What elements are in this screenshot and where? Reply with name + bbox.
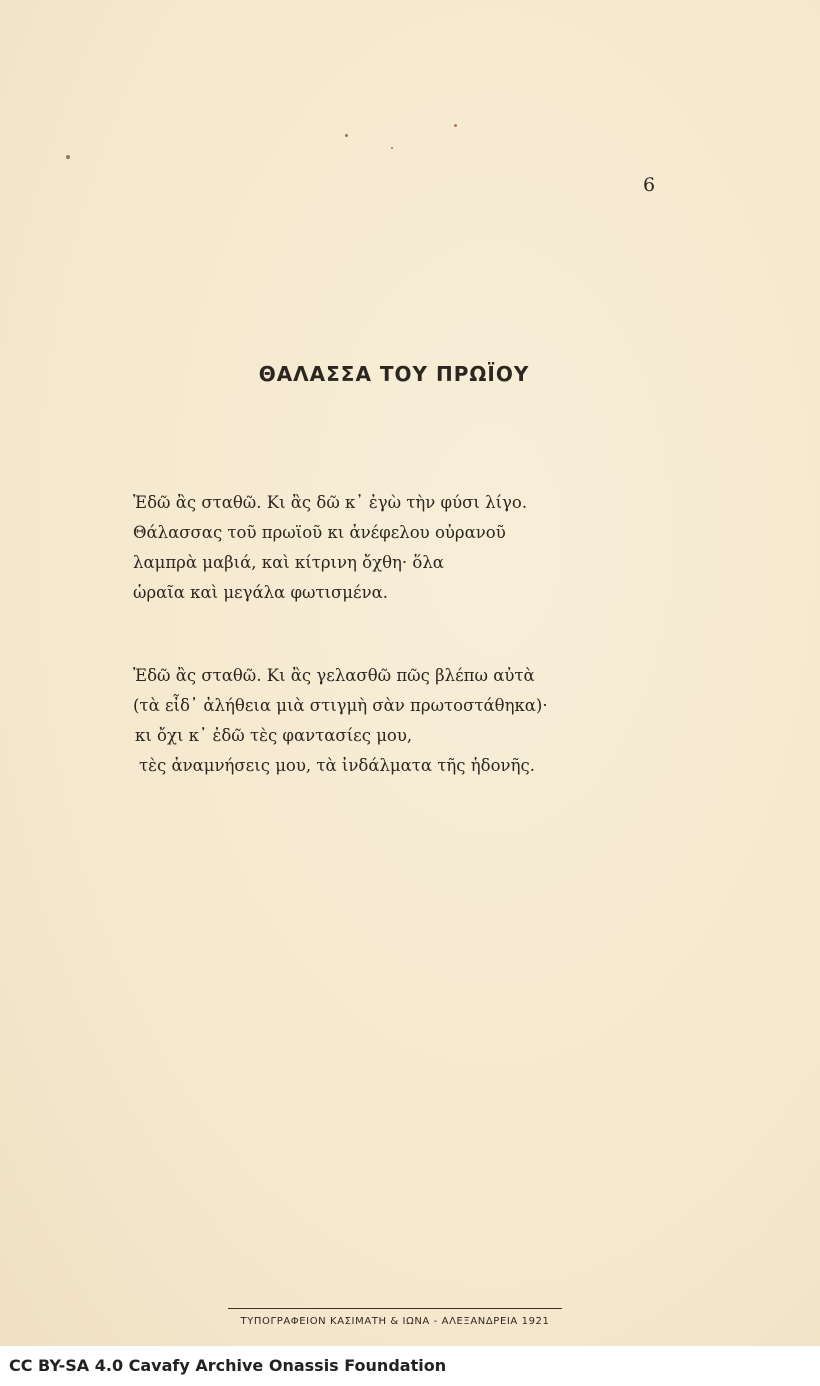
poem-line: Θάλασσας τοῦ πρωϊοῦ κι ἀνέφελου οὐρανοῦ [133,523,506,542]
license-credit: CC BY-SA 4.0 Cavafy Archive Onassis Foundation [9,1356,447,1375]
poem-line: Ἐδῶ ἂς σταθῶ. Κι ἂς γελασθῶ πῶς βλέπω αὐτὰ [133,666,535,685]
paper-speck [345,134,348,137]
poem-line: Ἐδῶ ἂς σταθῶ. Κι ἂς δῶ κ᾽ ἐγὼ τὴν φύσι λίγο. [133,493,528,512]
paper-speck [391,147,393,149]
paper-speck [66,155,70,159]
poem-title: ΘΑΛΑΣΣΑ ΤΟΥ ΠΡΩΪΟΥ [258,362,530,386]
footer-rule [228,1308,562,1309]
poem-line: λαμπρὰ μαβιά, καὶ κίτρινη ὄχθη· ὅλα [133,553,444,572]
page-number: 6 [643,174,656,196]
poem-stanza-2 [133,661,548,781]
poem-line: (τὰ εἶδ᾽ ἀλήθεια μιὰ στιγμὴ σὰν πρωτοστάθηκα)· [133,696,548,715]
poem-line: ὡραῖα καὶ μεγάλα φωτισμένα. [133,583,389,602]
poem-line: κι ὄχι κ᾽ ἐδῶ τὲς φαντασίες μου, [135,726,413,745]
poem-stanza-1 [133,488,527,608]
printer-footer: ΤΥΠΟΓΡΑΦΕΙΟΝ ΚΑΣΙΜΑΤΗ & ΙΩΝΑ - ΑΛΕΞΑΝΔΡΕΙΑ 1921 [240,1316,550,1327]
paper-speck [454,124,457,127]
poem-line: τὲς ἀναμνήσεις μου, τὰ ἰνδάλματα τῆς ἡδονῆς. [139,756,535,775]
